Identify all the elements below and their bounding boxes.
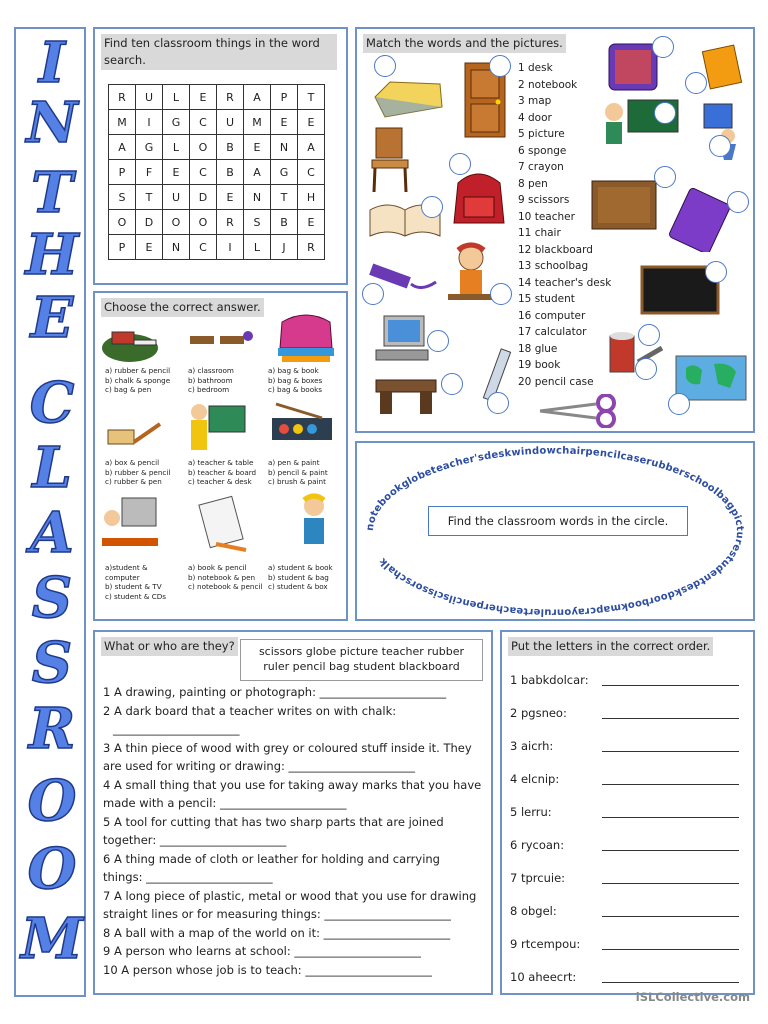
match-word: 17 calculator [518, 326, 587, 338]
word-bank [240, 639, 483, 681]
scrambled-word: 4 elcnip: [510, 772, 560, 786]
bag-books-picture [270, 308, 342, 366]
word-search-cell[interactable]: P [109, 160, 136, 185]
answer-line[interactable] [602, 784, 739, 785]
what-instruction: What or who are they? [101, 637, 238, 656]
title-letter: O [27, 836, 77, 902]
what-question-line: things: ______________________ [103, 870, 273, 884]
choose-item [188, 563, 264, 592]
choose-option-c[interactable]: c) bag & books [268, 385, 323, 394]
match-word: 15 student [518, 293, 575, 305]
answer-circle[interactable] [490, 283, 512, 305]
match-word: 10 teacher [518, 210, 575, 223]
answer-line[interactable] [602, 916, 739, 917]
word-search-cell[interactable]: U [163, 185, 190, 210]
word-search-cell[interactable]: I [136, 110, 163, 135]
word-search-cell[interactable]: B [217, 160, 244, 185]
answer-circle[interactable] [668, 393, 690, 415]
word-search-cell[interactable]: C [298, 160, 325, 185]
brush-paint-picture [266, 398, 338, 452]
answer-circle[interactable] [654, 102, 676, 124]
answer-circle[interactable] [441, 373, 463, 395]
scrambled-word: 8 obgel: [510, 904, 557, 918]
student-computer-picture [98, 494, 162, 558]
scissors-picture [536, 394, 628, 428]
word-search-cell[interactable]: O [190, 210, 217, 235]
what-question-line: 10 A person whose job is to teach: ______________________ [103, 962, 432, 977]
choose-option-a[interactable]: a) student & book [268, 563, 333, 572]
answer-line[interactable] [602, 751, 739, 752]
choose-option-c[interactable]: c) brush & paint [268, 477, 326, 486]
what-question-line: 3 A thin piece of wood with grey or coloured stuff inside it. They [103, 740, 472, 755]
answer-line[interactable] [602, 685, 739, 686]
word-search-cell[interactable]: D [190, 185, 217, 210]
word-search-cell[interactable]: F [136, 160, 163, 185]
match-word: 2 notebook [518, 78, 578, 91]
word-search-row [109, 160, 325, 185]
match-instruction: Match the words and the pictures. [363, 34, 566, 53]
choose-option-a[interactable]: a) rubber & pencil [105, 366, 171, 375]
word-bank-line: ruler pencil bag student blackboard [263, 659, 460, 673]
choose-item [268, 458, 340, 487]
word-search-cell[interactable]: G [163, 110, 190, 135]
scrambled-word: 9 rtcempou: [510, 937, 581, 951]
chair-picture [366, 124, 416, 196]
match-word: 6 sponge [518, 144, 567, 157]
match-word: 19 book [518, 359, 561, 371]
choose-option-c[interactable]: c) bag & pen [105, 385, 152, 394]
what-question-line: 6 A thing made of cloth or leather for holding and carrying [103, 851, 440, 866]
choose-option-a[interactable]: a) teacher & table [188, 458, 254, 467]
choose-option-c[interactable]: c) student & box [268, 582, 328, 591]
scrambled-word: 5 lerru: [510, 805, 552, 819]
what-question-line: 4 A small thing that you use for taking away marks that you have [103, 777, 482, 792]
word-search-cell[interactable]: D [136, 210, 163, 235]
what-question-line: 9 A person who learns at school: ______________________ [103, 944, 421, 958]
word-search-cell[interactable]: E [163, 160, 190, 185]
answer-circle[interactable] [635, 358, 657, 380]
choose-item [105, 563, 181, 601]
scrambled-word: 10 aheecrt: [510, 970, 577, 984]
answer-line[interactable] [602, 949, 739, 950]
answer-circle[interactable] [449, 153, 471, 175]
word-search-cell[interactable]: A [109, 135, 136, 160]
match-word: 1 desk [518, 62, 553, 74]
match-word: 9 scissors [518, 194, 570, 206]
choose-option-b[interactable]: b) student & bag [268, 572, 329, 582]
word-circle-text: notebookglobeteacher'sdeskwindowchairpencilcaserubberschoolbagpicturestudentdeskdoorbookmapcrayonrulerteacherpencilscissorschalk [364, 445, 746, 618]
teacher-board-picture [185, 398, 247, 456]
answer-line[interactable] [602, 883, 739, 884]
word-search-cell[interactable]: A [244, 160, 271, 185]
choose-option-b[interactable]: b) student & TV [105, 582, 162, 591]
choose-option-c[interactable]: c) bedroom [188, 385, 230, 394]
answer-circle[interactable] [489, 55, 511, 77]
word-search-cell[interactable]: A [298, 135, 325, 160]
word-search-cell[interactable]: R [217, 210, 244, 235]
scrambled-word: 2 pgsneo: [510, 706, 567, 720]
choose-item [188, 366, 264, 395]
answer-line[interactable] [602, 982, 739, 983]
match-word: 12 blackboard [518, 243, 593, 256]
choose-option-a[interactable]: a) book & pencil [188, 563, 247, 572]
title-letter: I [38, 30, 66, 96]
what-question-line: 8 A ball with a map of the world on it: ______________________ [103, 925, 451, 940]
word-search-cell[interactable]: U [136, 85, 163, 110]
word-search-cell[interactable]: M [109, 110, 136, 135]
choose-option-a[interactable]: a) box & pencil [105, 458, 160, 467]
word-search-cell[interactable]: N [163, 235, 190, 260]
word-search-row [109, 185, 325, 210]
footer-brand: iSLCollective.com [635, 990, 750, 1004]
answer-circle[interactable] [654, 166, 676, 188]
match-word: 4 door [518, 111, 552, 124]
match-word: 7 crayon [518, 161, 564, 173]
order-instruction: Put the letters in the correct order. [508, 637, 713, 656]
title-panel [14, 27, 86, 997]
answer-circle[interactable] [685, 72, 707, 94]
choose-option-b[interactable]: b) notebook & pen [188, 572, 256, 582]
word-search-cell[interactable]: H [298, 185, 325, 210]
what-question-line: 2 A dark board that a teacher writes on with chalk: [103, 703, 397, 718]
word-search-cell[interactable]: N [271, 135, 298, 160]
word-bank-line: scissors globe picture teacher rubber [258, 645, 465, 658]
circle-instruction: Find the classroom words in the circle. [428, 506, 688, 536]
title-letter: E [30, 285, 74, 351]
word-search-cell[interactable]: C [190, 110, 217, 135]
choose-option-b[interactable]: b) bathroom [188, 375, 233, 385]
match-word: 18 glue [518, 342, 558, 355]
answer-circle[interactable] [427, 330, 449, 352]
answer-circle[interactable] [705, 261, 727, 283]
title-letter: C [29, 370, 75, 436]
title-letter: N [26, 90, 78, 156]
word-search-grid [108, 84, 325, 260]
match-word: 8 pen [518, 177, 548, 190]
calculator-picture [668, 188, 732, 252]
word-search-cell[interactable]: T [136, 185, 163, 210]
word-search-row [109, 235, 325, 260]
word-search-cell[interactable]: I [217, 235, 244, 260]
word-search-cell[interactable]: E [217, 185, 244, 210]
word-search-cell[interactable]: O [163, 210, 190, 235]
what-question-line: 5 A tool for cutting that has two sharp parts that are joined [103, 814, 444, 829]
word-search-cell[interactable]: L [163, 135, 190, 160]
word-search-row [109, 135, 325, 160]
word-search-cell[interactable]: E [244, 135, 271, 160]
word-search-cell[interactable]: E [190, 85, 217, 110]
answer-circle[interactable] [421, 196, 443, 218]
computer-picture [370, 312, 432, 368]
choose-option-b[interactable]: b) pencil & paint [268, 467, 328, 477]
word-search-cell[interactable]: N [244, 185, 271, 210]
title-letter: A [30, 500, 74, 566]
answer-circle[interactable] [362, 283, 384, 305]
choose-option-b[interactable]: b) rubber & pencil [105, 467, 171, 477]
choose-item [105, 458, 181, 487]
word-search-cell[interactable]: B [217, 135, 244, 160]
word-search-cell[interactable]: T [271, 185, 298, 210]
answer-line[interactable] [602, 718, 739, 719]
choose-item [268, 366, 340, 395]
word-search-cell[interactable]: S [109, 185, 136, 210]
word-search-cell[interactable]: R [298, 235, 325, 260]
answer-line[interactable] [602, 850, 739, 851]
sponge-picture [370, 72, 445, 122]
desk-picture [588, 177, 660, 233]
word-search-cell[interactable]: R [217, 85, 244, 110]
rubber-pencil-picture [100, 322, 162, 364]
word-search-cell[interactable]: U [217, 110, 244, 135]
choose-option-a[interactable]: a) bag & book [268, 366, 319, 375]
word-search-cell[interactable]: E [271, 110, 298, 135]
word-search-cell[interactable]: E [298, 110, 325, 135]
word-search-row [109, 210, 325, 235]
word-search-cell[interactable]: S [244, 210, 271, 235]
word-search-row [109, 110, 325, 135]
title-letter: T [31, 160, 73, 226]
choose-item [105, 366, 181, 395]
scrambled-word: 3 aicrh: [510, 739, 554, 753]
choose-option-a[interactable]: a)student & computer [105, 563, 148, 582]
word-search-cell[interactable]: G [136, 135, 163, 160]
word-search-cell[interactable]: L [244, 235, 271, 260]
title-letter: H [25, 222, 79, 288]
choose-option-c[interactable]: c) rubber & pen [105, 477, 162, 486]
choose-option-b[interactable]: b) chalk & sponge [105, 375, 171, 385]
answer-circle[interactable] [709, 135, 731, 157]
match-word: 5 picture [518, 128, 565, 140]
choose-option-a[interactable]: a) classroom [188, 366, 234, 375]
match-word: 3 map [518, 95, 552, 107]
scrambled-word: 7 tprcuie: [510, 871, 566, 885]
match-word: 20 pencil case [518, 375, 594, 388]
teachers-desk-picture [372, 372, 440, 417]
word-search-instruction: Find ten classroom things in the word search. [101, 34, 337, 70]
word-search-cell[interactable]: P [271, 85, 298, 110]
student-bag-picture [292, 492, 337, 554]
word-search-row [109, 85, 325, 110]
word-search-cell[interactable]: B [271, 210, 298, 235]
title-letter: S [31, 630, 73, 696]
word-search-cell[interactable]: O [190, 135, 217, 160]
match-word: 16 computer [518, 309, 586, 322]
notebook-pencil-picture [196, 494, 252, 556]
answer-circle[interactable] [374, 55, 396, 77]
what-question-line: together: ______________________ [103, 833, 287, 847]
word-search-cell[interactable]: P [109, 235, 136, 260]
title-letter: L [32, 435, 72, 501]
choose-option-b[interactable]: b) bag & boxes [268, 375, 323, 385]
answer-circle[interactable] [727, 191, 749, 213]
word-search-cell[interactable]: L [163, 85, 190, 110]
answer-circle[interactable] [652, 36, 674, 58]
word-search-cell[interactable]: J [271, 235, 298, 260]
answer-line[interactable] [602, 817, 739, 818]
word-search-cell[interactable]: C [190, 160, 217, 185]
what-question-line: ______________________ [113, 722, 240, 736]
choose-instruction: Choose the correct answer. [101, 298, 264, 317]
box-pencil-picture [104, 418, 164, 454]
choose-option-c[interactable]: c) notebook & pencil [188, 582, 263, 591]
what-question-line: made with a pencil: ______________________ [103, 796, 347, 810]
choose-option-c[interactable]: c) teacher & desk [188, 477, 252, 486]
word-search-cell[interactable]: R [109, 85, 136, 110]
classroom-picture [186, 328, 258, 358]
choose-option-a[interactable]: a) pen & paint [268, 458, 320, 467]
answer-circle[interactable] [638, 324, 660, 346]
word-search-cell[interactable]: T [298, 85, 325, 110]
choose-option-c[interactable]: c) student & CDs [105, 591, 166, 601]
what-question-line: 7 A long piece of plastic, metal or wood that you use for drawing [103, 888, 477, 903]
title-letter: M [21, 906, 83, 972]
choose-item [188, 458, 264, 487]
match-word: 13 schoolbag [518, 260, 589, 272]
scrambled-word: 1 babkdolcar: [510, 673, 589, 687]
word-search-cell[interactable]: C [190, 235, 217, 260]
word-search-cell[interactable]: E [298, 210, 325, 235]
answer-circle[interactable] [487, 392, 509, 414]
scrambled-word: 6 rycoan: [510, 838, 565, 852]
title-letter: R [28, 696, 76, 762]
what-question-line: straight lines or for measuring things: ______________________ [103, 907, 451, 921]
word-search-cell[interactable]: A [244, 85, 271, 110]
match-word: 11 chair [518, 227, 561, 239]
title-letter: O [27, 768, 77, 834]
what-question-line: 1 A drawing, painting or photograph: ______________________ [103, 685, 447, 699]
what-question-line: are used for writing or drawing: ______________________ [103, 759, 416, 773]
word-search-cell[interactable]: E [136, 235, 163, 260]
choose-option-b[interactable]: b) teacher & board [188, 467, 257, 477]
word-search-cell[interactable]: M [244, 110, 271, 135]
title-letter: S [31, 565, 73, 631]
choose-item [268, 563, 340, 592]
word-search-cell[interactable]: O [109, 210, 136, 235]
match-word: 14 teacher's desk [518, 276, 612, 289]
word-search-cell[interactable]: G [271, 160, 298, 185]
